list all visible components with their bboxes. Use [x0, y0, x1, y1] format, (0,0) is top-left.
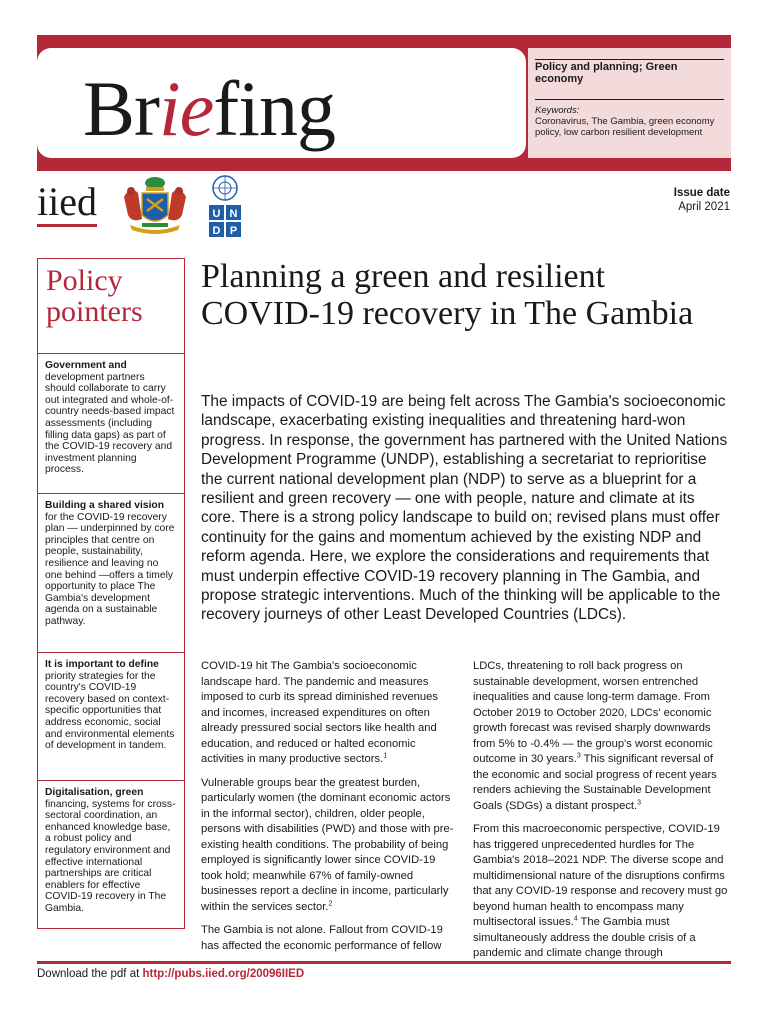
undp-letter-n: N: [229, 208, 238, 220]
topic-box: [528, 48, 731, 158]
issue-date-value: April 2021: [678, 201, 730, 213]
footnote-ref: 2: [328, 899, 333, 907]
footnote-ref: 3: [637, 798, 642, 806]
briefing-wordmark: Briefing: [83, 65, 335, 152]
keywords-text: Coronavirus, The Gambia, green economy policy, low carbon resilient development: [535, 116, 715, 138]
footer-divider: [37, 961, 731, 964]
policy-pointers-sidebar: [37, 258, 185, 929]
body-paragraph: COVID-19 hit The Gambia's socioeconomic landscape hard. The pandemic and measures imposed to curb its spread diminished revenues and incomes, increased expenditures on often already pressured social sectors like health and education, and reduced or halted economic activities in many productive sectors.$^1$: [201, 660, 438, 765]
page-title: Planning a green and resilient COVID-19 recovery in The Gambia: [201, 258, 694, 332]
briefing-banner: [37, 35, 731, 171]
policy-pointer-text: priority strategies for the country's COVID-19 recovery based on context-specific opportunities that address economic, social and environmental elements of development in tandem.: [45, 670, 175, 752]
policy-pointer-text: financing, systems for cross-sectoral coordination, an enhanced knowledge base, a robust policy and regulatory environment and effective international partnerships are critical enablers for effective COVID-19 recovery in The Gambia.: [45, 798, 176, 914]
body-paragraph: The Gambia is not alone. Fallout from COVID-19 has affected the economic performance of fellow: [201, 924, 443, 952]
policy-pointer-item: [37, 494, 185, 653]
policy-pointers-heading: [37, 258, 185, 354]
topic-title: Policy and planning; Green economy: [535, 59, 724, 85]
pdf-download-link[interactable]: http://pubs.iied.org/20096IIED: [142, 968, 305, 980]
policy-pointer-item: [37, 781, 185, 929]
keywords-label: Keywords:: [535, 105, 580, 116]
footnote-ref: 4: [573, 915, 578, 923]
lead-paragraph: The impacts of COVID-19 are being felt across The Gambia's socioeconomic landscape, exacerbating existing inequalities and threatening hard-won progress. In response, the government has partnered with the United Nations Development Programme (UNDP), establishing a secretariat to reprioritise the current national development plan (NDP) to serve as a blueprint for a resilient and green recovery — one with people, nature and climate at its core. There is a strong policy landscape to build on; revised plans must offer continuity for the gains and momentum achieved by the existing NDP and reform agenda. Here, we explore the considerations and requirements that must underpin effective COVID-19 recovery planning in The Gambia, and propose strategic interventions. Much of the thinking will be applicable to the recovery journeys of other Least Developed Countries (LDCs).: [201, 393, 728, 624]
undp-letter-p: P: [229, 225, 238, 237]
issue-date-block: [674, 186, 730, 214]
footer: [37, 967, 304, 981]
body-paragraph: From this macroeconomic perspective, COVID-19 has triggered unprecedented hurdles for The Gambia's 2018–2021 NDP. The diverse scope and multidimensional nature of the disruptions confirms that any COVID-19 response and recovery must go beyond human health to encompass many multisectoral issues.$^4$ The Gambia must simultaneously address the double crisis of a pandemic and climate change through: [473, 823, 728, 959]
policy-pointers-heading-line1: Policy: [46, 264, 123, 297]
policy-pointer-bold: Building a shared vision: [45, 500, 165, 511]
body-column-right: [473, 659, 731, 970]
topic-divider: [535, 99, 724, 100]
policy-pointer-bold: Government and: [45, 360, 127, 371]
policy-pointers-heading-line2: pointers: [46, 295, 143, 328]
issue-date-label: Issue date: [673, 187, 730, 199]
policy-pointer-text: for the COVID-19 recovery plan — underpinned by core principles that centre on people, sustainability, resilience and leaving no one behind —offers a timely opportunity to place The Gambia's development agenda on a sustainable pathway.: [45, 511, 175, 627]
footnote-ref: 1: [383, 752, 388, 760]
body-paragraph: LDCs, threatening to roll back progress on sustainable development, worsen entrenched inequalities and cause long-term damage. From October 2019 to October 2020, LDCs' economic growth forecast was revised sharply downwards from 5% to -0.4% — the group's worst economic outcome in 30 years.$^3$ This significant reversal of the economic and social progress of recent years renders achieving the Sustainable Development Goals (SDGs) a distant prospect.$^3$: [473, 660, 717, 812]
gambia-coat-of-arms-icon: [120, 175, 190, 237]
body-paragraph: Vulnerable groups bear the greatest burden, particularly women (the dominant economic actors in the informal sector), children, older people, persons with disabilities (PWD) and those with pre-existing health conditions. The probability of being employed is significantly lower since COVID-19 took hold; meanwhile 67% of family-owned businesses report a decline in income, particularly within the services sector.$^2$: [201, 776, 454, 913]
policy-pointer-bold: Digitalisation, green: [45, 787, 144, 798]
undp-letter-u: U: [212, 208, 221, 220]
iied-logo: iied: [37, 180, 97, 227]
footer-text: Download the pdf at: [37, 968, 143, 980]
footnote-ref: 3: [576, 752, 581, 760]
undp-letter-d: D: [212, 225, 221, 237]
body-column-left: [201, 659, 459, 962]
banner-title-panel: [37, 48, 526, 158]
policy-pointer-text: development partners should collaborate to carry out integrated and whole-of-country needs-based impact assessments (including filling data gaps) as part of the COVID-19 recovery and investment planning process.: [45, 371, 175, 476]
policy-pointer-item: [37, 653, 185, 781]
policy-pointer-item: [37, 354, 185, 494]
policy-pointer-bold: It is important to define: [45, 659, 159, 670]
undp-logo-icon: [208, 174, 242, 238]
